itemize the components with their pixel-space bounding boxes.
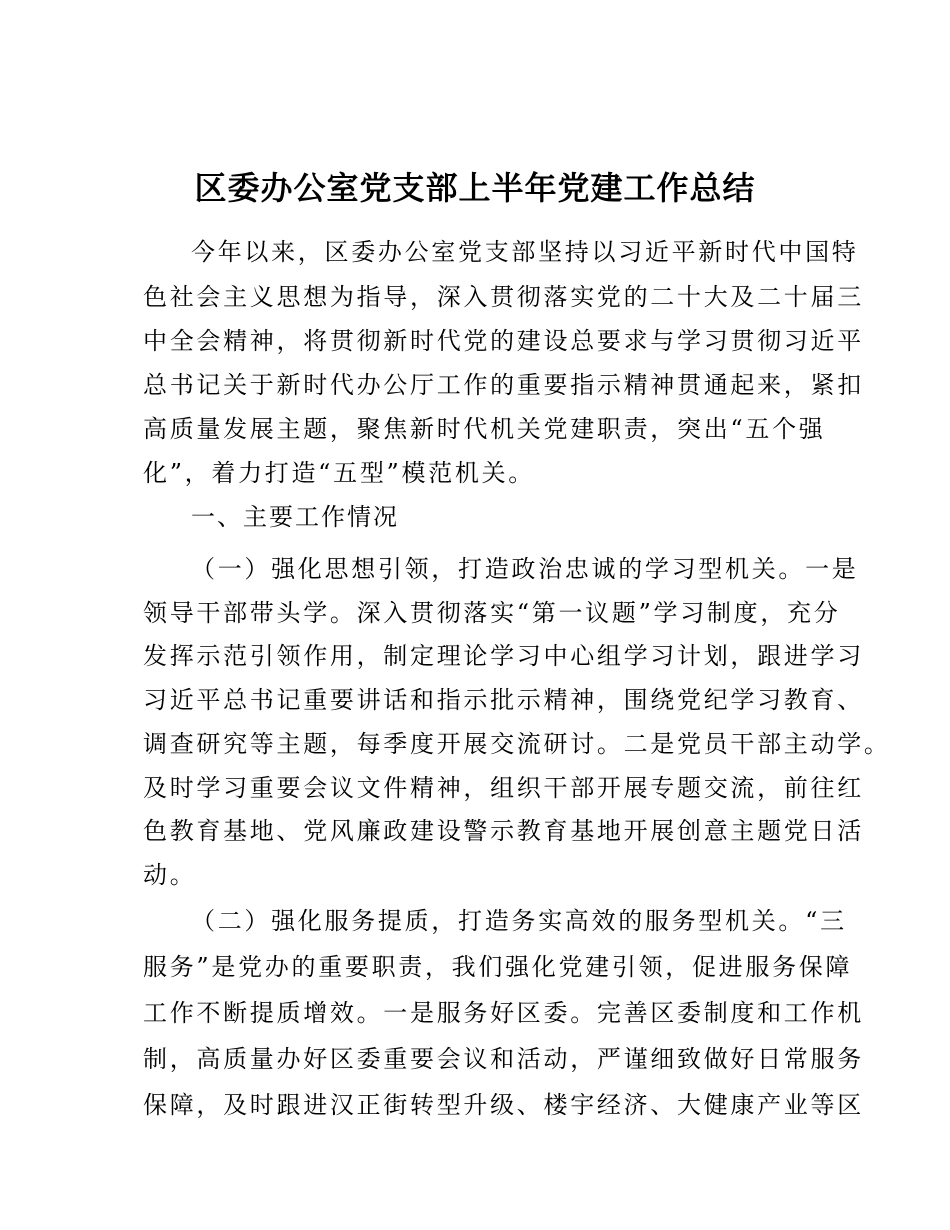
para1-line-7: 色教育基地、党风廉政建设警示教育基地开展创意主题党日活 — [143, 817, 864, 845]
intro-line-6: 化”，着力打造“五型”模范机关。 — [143, 459, 536, 487]
para1-line-5: 调查研究等主题，每季度开展交流研讨。二是党员干部主动学。 — [143, 730, 891, 758]
para1-line-1: （一）强化思想引领，打造政治忠诚的学习型机关。一是 — [191, 555, 859, 583]
para1-line-8: 动。 — [143, 861, 197, 889]
section-heading-1: 一、主要工作情况 — [191, 503, 399, 531]
para1-line-4: 习近平总书记重要讲话和指示批示精神，围绕党纪学习教育、 — [143, 686, 864, 714]
document-title: 区委办公室党支部上半年党建工作总结 — [194, 169, 756, 207]
intro-line-4: 总书记关于新时代办公厅工作的重要指示精神贯通起来，紧扣 — [143, 371, 864, 399]
para2-line-2: 服务”是党办的重要职责，我们强化党建引领，促进服务保障 — [143, 953, 853, 981]
para1-line-2: 领导干部带头学。深入贯彻落实“第一议题”学习制度，充分 — [143, 599, 841, 627]
intro-line-3: 中全会精神，将贯彻新时代党的建设总要求与学习贯彻习近平 — [143, 327, 864, 355]
intro-line-1: 今年以来，区委办公室党支部坚持以习近平新时代中国特 — [191, 238, 859, 266]
para2-line-4: 制，高质量办好区委重要会议和活动，严谨细致做好日常服务 — [143, 1045, 864, 1073]
intro-line-2: 色社会主义思想为指导，深入贯彻落实党的二十大及二十届三 — [143, 283, 864, 311]
para1-line-3: 发挥示范引领作用，制定理论学习中心组学习计划，跟进学习 — [143, 642, 864, 670]
para2-line-5: 保障，及时跟进汉正街转型升级、楼宇经济、大健康产业等区 — [143, 1091, 864, 1119]
para2-line-1: （二）强化服务提质，打造务实高效的服务型机关。“三 — [191, 907, 847, 935]
intro-line-5: 高质量发展主题，聚焦新时代机关党建职责，突出“五个强 — [143, 415, 826, 443]
para1-line-6: 及时学习重要会议文件精神，组织干部开展专题交流，前往红 — [143, 774, 864, 802]
para2-line-3: 工作不断提质增效。一是服务好区委。完善区委制度和工作机 — [143, 999, 864, 1027]
